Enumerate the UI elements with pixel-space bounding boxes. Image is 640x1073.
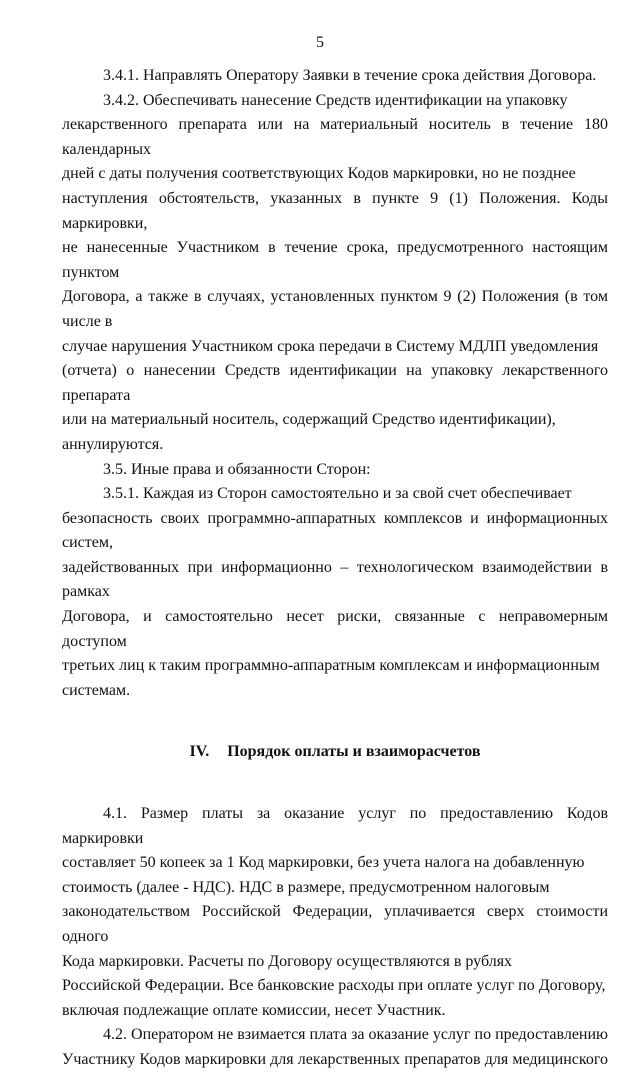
line: системам.: [62, 681, 131, 699]
paragraph-3-4-2: [62, 89, 608, 458]
line: Договора, а также в случаях, установленных пунктом 9 (2) Положения (в том числе в: [62, 288, 608, 330]
line: законодательством Российской Федерации, уплачивается сверх стоимости одного: [62, 903, 608, 945]
line: Участнику Кодов маркировки для лекарственных препаратов для медицинского: [62, 1050, 608, 1068]
line: 3.4.2. Обеспечивать нанесение Средств идентификации на упаковку: [103, 91, 568, 109]
line: или на материальный носитель, содержащий Средство идентификации),: [62, 411, 556, 429]
line: включая подлежащие оплате комиссии, несет Участник.: [62, 1001, 446, 1019]
paragraph-3-5: 3.5. Иные права и обязанности Сторон:: [103, 460, 371, 478]
line: не нанесенные Участником в течение срока, предусмотренного настоящим пунктом: [62, 239, 608, 281]
line: 4.1. Размер платы за оказание услуг по предоставлению Кодов маркировки: [62, 805, 608, 847]
paragraph-3-5-1: [62, 482, 608, 703]
paragraph-4-2: [62, 1023, 608, 1072]
line: третьих лиц к таким программно-аппаратным комплексам и информационным: [62, 657, 600, 675]
section-number: IV.: [189, 743, 210, 761]
line: аннулируются.: [62, 435, 164, 453]
document-body: [62, 64, 608, 1073]
line: Кода маркировки. Расчеты по Договору осуществляются в рублях: [62, 952, 513, 970]
line: Российской Федерации. Все банковские расходы при оплате услуг по Договору,: [62, 977, 606, 995]
line: 4.2. Оператором не взимается плата за оказание услуг по предоставлению: [103, 1026, 608, 1044]
line: лекарственного препарата или на материальный носитель в течение 180 календарных: [62, 116, 608, 158]
line: 3.5.1. Каждая из Сторон самостоятельно и за свой счет обеспечивает: [103, 485, 572, 503]
line: дней с даты получения соответствующих Кодов маркировки, но не позднее: [62, 165, 576, 183]
line: (отчета) о нанесении Средств идентификации на упаковку лекарственного препарата: [62, 362, 608, 404]
line: безопасность своих программно-аппаратных комплексов и информационных систем,: [62, 509, 608, 552]
page-number: 5: [316, 34, 324, 51]
line: составляет 50 копеек за 1 Код маркировки, без учета налога на добавленную: [62, 854, 585, 872]
line: стоимость (далее - НДС). НДС в размере, предусмотренном налоговым: [62, 878, 550, 896]
line: задействованных при информационно – технологическом взаимодействии в рамках: [62, 558, 608, 601]
line: случае нарушения Участником срока передачи в Систему МДЛП уведомления: [62, 337, 599, 355]
paragraph-4-1: [62, 802, 608, 1023]
line: Договора, и самостоятельно несет риски, связанные с неправомерным доступом: [62, 608, 608, 650]
line: наступления обстоятельств, указанных в пункте 9 (1) Положения. Коды маркировки,: [62, 189, 608, 232]
section-heading: [62, 740, 608, 765]
paragraph-3-4-1: 3.4.1. Направлять Оператору Заявки в течение срока действия Договора.: [103, 67, 597, 84]
section-title: Порядок оплаты и взаиморасчетов: [227, 743, 481, 761]
